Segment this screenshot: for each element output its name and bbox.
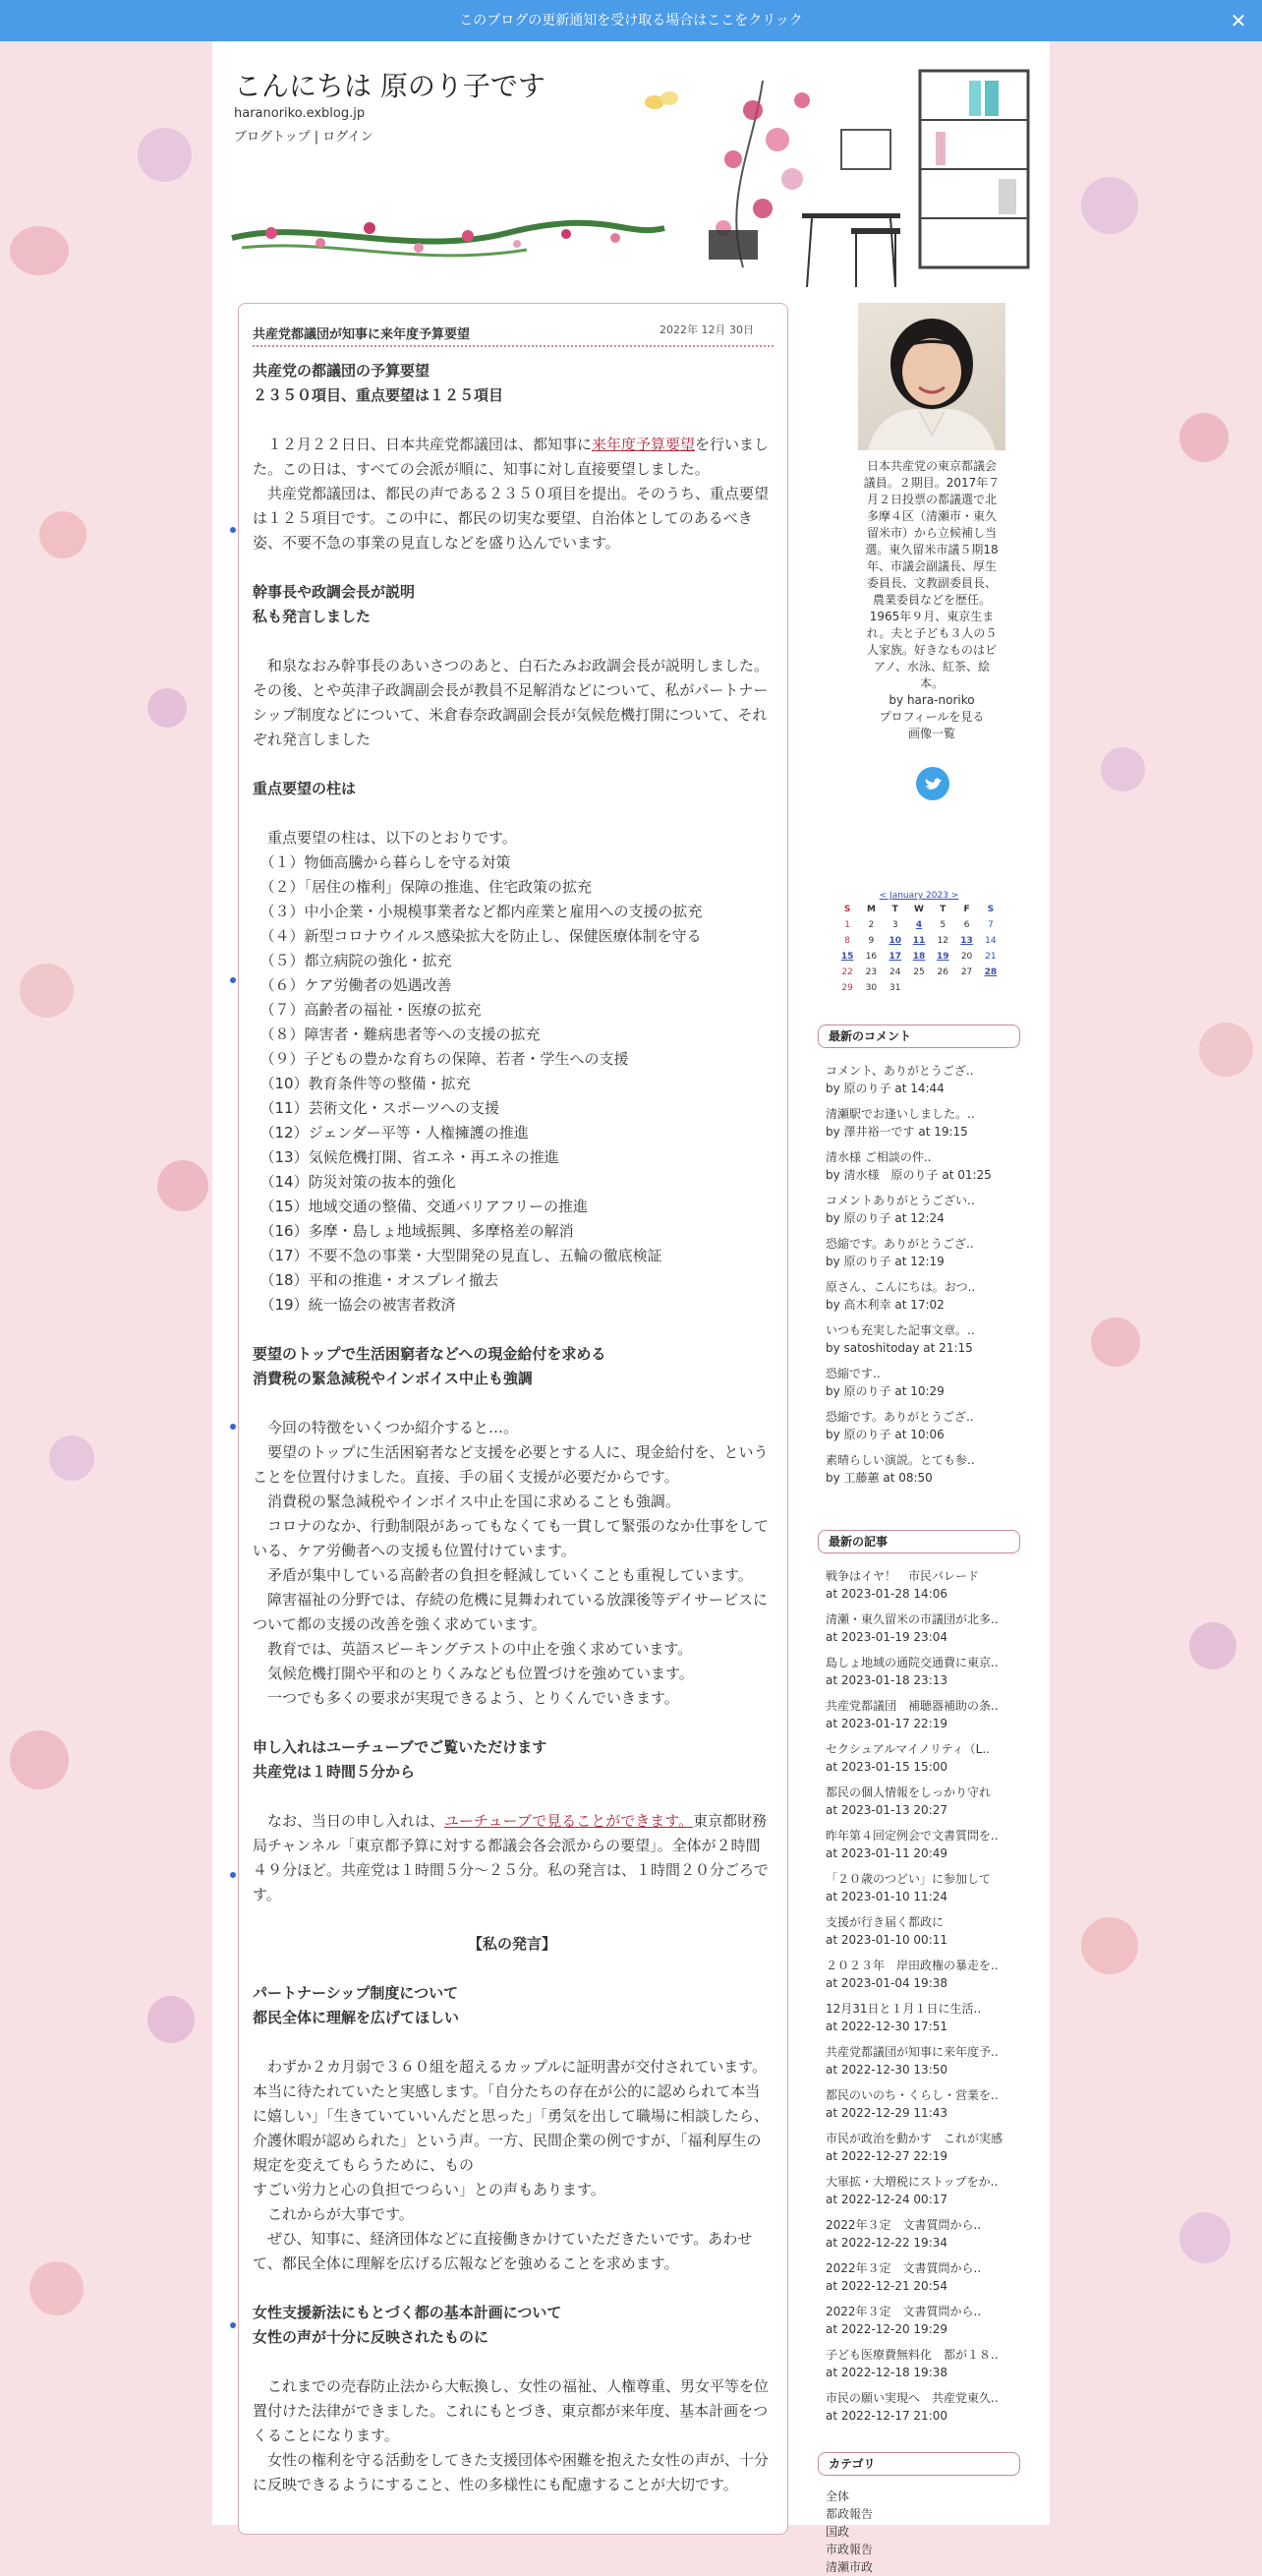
calendar-day-name: T bbox=[891, 905, 898, 914]
calendar-day bbox=[907, 983, 931, 993]
recent-post-item[interactable] bbox=[826, 2043, 1022, 2078]
twitter-icon bbox=[916, 767, 949, 800]
comment-meta: by 原のり子 at 10:29 bbox=[826, 1384, 945, 1398]
recent-post-title[interactable]: 市民の願い実現へ 共産党東久.. bbox=[826, 2391, 999, 2405]
calendar-day-name: F bbox=[963, 905, 970, 914]
recent-post-title[interactable]: 島しょ地域の通院交通費に東京.. bbox=[826, 1656, 999, 1669]
comment-excerpt[interactable]: 原さん、こんにちは。おつ.. bbox=[826, 1280, 976, 1294]
recent-post-date: at 2022-12-29 11:43 bbox=[826, 2106, 948, 2120]
recent-post-date: at 2022-12-20 19:29 bbox=[826, 2322, 948, 2336]
profile-line: 年、市議会副議長、厚生 bbox=[866, 559, 997, 573]
profile-author: by hara-noriko bbox=[889, 693, 975, 707]
calendar-grid bbox=[835, 905, 1003, 993]
section-heading: 申し入れはユーチューブでご覧いただけます bbox=[253, 1738, 547, 1756]
recent-posts-heading: 最新の記事 bbox=[818, 1530, 1020, 1553]
calendar-day: 2 bbox=[868, 920, 875, 930]
comments-heading: 最新のコメント bbox=[818, 1025, 1020, 1048]
page-container bbox=[212, 41, 1050, 2574]
calendar bbox=[835, 891, 1003, 993]
header-links bbox=[234, 126, 373, 145]
comment-item[interactable] bbox=[826, 1192, 1022, 1227]
category-item[interactable]: 国政 bbox=[826, 2525, 850, 2539]
calendar-day: 27 bbox=[960, 967, 973, 977]
paragraph: 気候危機打開や平和のとりくみなども位置づけを強めています。 bbox=[253, 1665, 694, 1682]
blog-header bbox=[212, 41, 1050, 307]
recent-post-date: at 2022-12-27 22:19 bbox=[826, 2149, 948, 2163]
paragraph: 共産党都議団は、都民の声である２３５０項目を提出。そのうち、重点要望は１２５項目です。この中に、都民の切実な要望、自治体としてのあるべき姿、不要不急の事業の見直しなどを盛り込んでいます。 bbox=[253, 485, 770, 552]
margin-marker bbox=[230, 1872, 236, 1878]
spacer bbox=[253, 1391, 772, 1416]
category-item[interactable]: 全体 bbox=[826, 2489, 850, 2503]
calendar-day[interactable]: 10 bbox=[889, 936, 901, 946]
calendar-day[interactable]: 17 bbox=[889, 952, 901, 962]
recent-post-item[interactable] bbox=[826, 1740, 1022, 1776]
categories-list bbox=[826, 2488, 1022, 2576]
comment-item[interactable] bbox=[826, 1321, 1022, 1357]
post-body bbox=[253, 359, 772, 2497]
paragraph: （16）多摩・島しょ地域振興、多摩格差の解消 bbox=[253, 1222, 574, 1240]
spacer bbox=[253, 1785, 772, 1809]
recent-posts-list bbox=[826, 1567, 1022, 2432]
comment-excerpt[interactable]: コメント、ありがとうござ.. bbox=[826, 1064, 974, 1078]
paragraph: コロナのなか、行動制限があってもなくても一貫して緊張のなか仕事をしている、ケア労働者への支援も位置付けています。 bbox=[253, 1517, 769, 1559]
calendar-day: 6 bbox=[963, 920, 970, 930]
comment-excerpt[interactable]: 清瀬駅でお逢いしました。.. bbox=[826, 1107, 975, 1121]
comment-excerpt[interactable]: 恐縮です。ありがとうござ.. bbox=[826, 1410, 974, 1424]
recent-post-title[interactable]: 清瀬・東久留米の市議団が北多.. bbox=[826, 1612, 999, 1626]
calendar-day: 14 bbox=[985, 936, 997, 946]
section-title: 【私の発言】 bbox=[467, 1935, 556, 1953]
recent-post-item[interactable] bbox=[826, 1697, 1022, 1732]
paragraph: 女性の権利を守る活動をしてきた支援団体や困難を抱えた女性の声が、十分に反映できるようにすること、性の多様性にも配慮することが大切です。 bbox=[253, 2451, 770, 2493]
profile-link[interactable]: プロフィールを見る bbox=[879, 710, 985, 724]
calendar-day: 16 bbox=[865, 952, 878, 962]
calendar-day: 20 bbox=[960, 952, 973, 962]
recent-post-title[interactable]: 子ども医療費無料化 都が１８.. bbox=[826, 2348, 999, 2362]
section-heading: 幹事長や政調会長が説明 bbox=[253, 583, 416, 601]
category-item[interactable]: 都政報告 bbox=[826, 2507, 874, 2521]
category-item[interactable]: 清瀬市政 bbox=[826, 2560, 874, 2574]
recent-post-item[interactable] bbox=[826, 2000, 1022, 2035]
calendar-day[interactable]: 4 bbox=[915, 920, 923, 930]
comment-item[interactable] bbox=[826, 1105, 1022, 1141]
recent-post-title[interactable]: 昨年第４回定例会で文書質問を.. bbox=[826, 1829, 999, 1843]
calendar-day-name: T bbox=[940, 905, 946, 914]
recent-post-item[interactable] bbox=[826, 1784, 1022, 1819]
spacer bbox=[253, 801, 772, 826]
recent-post-item[interactable] bbox=[826, 1957, 1022, 1992]
spacer bbox=[253, 556, 772, 580]
calendar-day: 26 bbox=[937, 967, 948, 977]
recent-post-item[interactable] bbox=[826, 1913, 1022, 1949]
comment-item[interactable] bbox=[826, 1451, 1022, 1487]
login-link[interactable]: ログイン bbox=[322, 130, 373, 145]
recent-post-date: at 2022-12-24 00:17 bbox=[826, 2193, 948, 2206]
paragraph: （17）不要不急の事業・大型開発の見直し、五輪の徹底検証 bbox=[253, 1247, 662, 1264]
recent-post-item[interactable] bbox=[826, 1654, 1022, 1689]
calendar-day: 1 bbox=[844, 920, 850, 930]
twitter-button[interactable] bbox=[916, 767, 949, 800]
recent-post-date: at 2022-12-30 17:51 bbox=[826, 2020, 948, 2033]
post-container bbox=[238, 303, 788, 2535]
paragraph: （７）高齢者の福祉・医療の拡充 bbox=[253, 1001, 482, 1019]
paragraph: １２月２２日日、日本共産党都議団は、都知事に来年度予算要望を行いました。この日は、すべての会派が順に、知事に対し直接要望しました。 bbox=[253, 436, 770, 478]
calendar-day: 24 bbox=[889, 967, 901, 977]
recent-post-item[interactable] bbox=[826, 1870, 1022, 1905]
comment-meta: by 原のり子 at 10:06 bbox=[826, 1428, 945, 1441]
comment-meta: by 原のり子 at 14:44 bbox=[826, 1082, 945, 1095]
recent-post-item[interactable] bbox=[826, 1567, 1022, 1603]
profile-line: 日本共産党の東京都議会 bbox=[866, 459, 997, 473]
category-item[interactable]: 市政報告 bbox=[826, 2543, 874, 2556]
recent-post-item[interactable] bbox=[826, 2130, 1022, 2165]
recent-post-item[interactable] bbox=[826, 2389, 1022, 2425]
section-heading: 要望のトップで生活困窮者などへの現金給付を求める bbox=[253, 1345, 606, 1363]
profile-line: 選。東久留米市議５期18 bbox=[865, 543, 999, 556]
recent-post-title[interactable]: 市民が政治を動かす これが実感 bbox=[826, 2132, 1004, 2145]
paragraph: （18）平和の推進・オスプレイ撤去 bbox=[253, 1271, 499, 1289]
spacer bbox=[253, 2350, 772, 2374]
spacer bbox=[253, 629, 772, 654]
profile-line: 月２日投票の都議選で北 bbox=[866, 493, 997, 506]
paragraph: （６）ケア労働者の処遇改善 bbox=[253, 976, 452, 994]
paragraph: （12）ジェンダー平等・人権擁護の推進 bbox=[253, 1124, 529, 1142]
calendar-day[interactable]: 28 bbox=[984, 967, 998, 977]
recent-post-date: at 2023-01-04 19:38 bbox=[826, 1976, 948, 1990]
calendar-day: 8 bbox=[844, 936, 850, 946]
profile-line: 委員長、文教副委員長、 bbox=[866, 576, 997, 590]
comment-item[interactable] bbox=[826, 1148, 1022, 1184]
paragraph: 矛盾が集中している高齢者の負担を軽減していくことも重視しています。 bbox=[253, 1566, 753, 1584]
section-heading: 女性支援新法にもとづく都の基本計画について bbox=[253, 2304, 562, 2321]
calendar-day[interactable]: 11 bbox=[912, 936, 926, 946]
comment-meta: by satoshitoday at 21:15 bbox=[826, 1341, 973, 1355]
section-heading: 重点要望の柱は bbox=[253, 780, 357, 797]
recent-post-date: at 2023-01-17 22:19 bbox=[826, 1717, 948, 1730]
section-heading: 都民全体に理解を広げてほしい bbox=[253, 2009, 460, 2026]
comment-item[interactable] bbox=[826, 1062, 1022, 1097]
notification-bar[interactable] bbox=[0, 0, 1262, 41]
margin-marker bbox=[230, 527, 236, 533]
blog-title[interactable]: こんにちは 原のり子です bbox=[234, 70, 545, 102]
paragraph: （19）統一協会の被害者救済 bbox=[253, 1296, 456, 1314]
profile-line: 議員。２期目。2017年７ bbox=[863, 476, 1001, 490]
spacer bbox=[253, 1711, 772, 1735]
recent-post-item[interactable] bbox=[826, 2086, 1022, 2122]
post-header bbox=[253, 312, 774, 347]
link-separator: | bbox=[314, 130, 319, 145]
recent-post-title[interactable]: 支援が行き届く都政に bbox=[826, 1915, 945, 1929]
paragraph: 今回の特徴をいくつか紹介すると…。 bbox=[253, 1419, 519, 1436]
paragraph: 要望のトップに生活困窮者など支援を必要とする人に、現金給付を、ということを位置付けました。直接、手の届く支援が必要だからです。 bbox=[253, 1443, 769, 1486]
recent-post-date: at 2022-12-30 13:50 bbox=[826, 2063, 948, 2077]
calendar-day: 9 bbox=[868, 936, 875, 946]
comment-excerpt[interactable]: コメントありがとうござい.. bbox=[826, 1194, 975, 1207]
profile-line: 留米市）から立候補し当 bbox=[866, 526, 997, 540]
comment-meta: by 工藤蕙 at 08:50 bbox=[826, 1471, 933, 1485]
blog-domain: haranoriko.exblog.jp bbox=[234, 106, 366, 121]
notification-text[interactable]: このブログの更新通知を受け取る場合はここをクリック bbox=[459, 13, 803, 29]
paragraph: （11）芸術文化・スポーツへの支援 bbox=[253, 1099, 499, 1117]
paragraph: これからが大事です。 bbox=[253, 2205, 414, 2223]
section-heading: 女性の声が十分に反映されたものに bbox=[253, 2328, 489, 2346]
comments-list bbox=[826, 1062, 1022, 1494]
profile-line: 本。 bbox=[919, 676, 944, 690]
recent-post-date: at 2022-12-17 21:00 bbox=[826, 2409, 948, 2423]
recent-post-item[interactable] bbox=[826, 1610, 1022, 1646]
paragraph: （10）教育条件等の整備・拡充 bbox=[253, 1075, 471, 1092]
profile-line: 多摩４区（清瀬市・東久 bbox=[866, 509, 997, 523]
recent-post-title[interactable]: セクシュアルマイノリティ（L.. bbox=[826, 1742, 990, 1756]
recent-post-item[interactable] bbox=[826, 2259, 1022, 2295]
recent-post-title[interactable]: 大軍拡・大増税にストップをか.. bbox=[826, 2175, 999, 2189]
paragraph: （15）地域交通の整備、交通バリアフリーの推進 bbox=[253, 1198, 588, 1215]
profile-photo[interactable] bbox=[858, 303, 1005, 450]
calendar-day-name: W bbox=[914, 905, 924, 914]
paragraph: 一つでも多くの要求が実現できるよう、とりくんでいきます。 bbox=[253, 1689, 679, 1707]
recent-post-item[interactable] bbox=[826, 2216, 1022, 2252]
inline-link[interactable]: ユーチューブで見ることができます。 bbox=[444, 1812, 694, 1830]
comment-item[interactable] bbox=[826, 1278, 1022, 1314]
paragraph: 障害福祉の分野では、存続の危機に見舞われている放課後等デイサービスについて都の支援の改善を強く求めています。 bbox=[253, 1591, 768, 1633]
margin-marker bbox=[230, 977, 236, 983]
paragraph: なお、当日の申し入れは、ユーチューブで見ることができます。東京都財務局チャンネル「東京都予算に対する都議会各会派からの要望」。全体が２時間４９分ほど。共産党は１時間５分～２５分。私の発言は、１時間２０分ごろです。 bbox=[253, 1812, 769, 1903]
comment-excerpt[interactable]: 恐縮です。ありがとうござ.. bbox=[826, 1237, 974, 1251]
section-heading: ２３５０項目、重点要望は１２５項目 bbox=[253, 386, 504, 404]
recent-post-date: at 2022-12-18 19:38 bbox=[826, 2366, 948, 2379]
profile-line: アノ、水泳、紅茶、絵 bbox=[873, 660, 991, 673]
recent-post-title[interactable]: 戦争はイヤ！ 市民パレード bbox=[826, 1569, 980, 1583]
section-heading: 共産党は１時間５分から bbox=[253, 1763, 416, 1781]
calendar-day bbox=[954, 983, 978, 993]
spacer bbox=[253, 2276, 772, 2301]
comment-item[interactable] bbox=[826, 1365, 1022, 1400]
calendar-day[interactable]: 13 bbox=[960, 936, 973, 946]
profile-line: 1965年９月、東京生ま bbox=[869, 610, 995, 623]
paragraph: 教育では、英語スピーキングテストの中止を強く求めています。 bbox=[253, 1640, 693, 1658]
paragraph: 消費税の緊急減税やインボイス中止を国に求めることも強調。 bbox=[253, 1493, 680, 1510]
calendar-day: 7 bbox=[987, 920, 994, 930]
comment-item[interactable] bbox=[826, 1408, 1022, 1443]
recent-post-item[interactable] bbox=[826, 1827, 1022, 1862]
calendar-day[interactable]: 18 bbox=[912, 952, 926, 962]
spacer bbox=[253, 2030, 772, 2055]
post-date: 2022年 12月 30日 bbox=[660, 323, 754, 336]
comment-item[interactable] bbox=[826, 1235, 1022, 1270]
comment-excerpt[interactable]: 恐縮です.. bbox=[826, 1367, 881, 1380]
spacer bbox=[253, 1317, 772, 1342]
paragraph: すごい労力と心の負担でつらい」との声もあります。 bbox=[253, 2181, 605, 2198]
paragraph: （５）都立病院の強化・拡充 bbox=[253, 952, 452, 969]
calendar-day: 30 bbox=[865, 983, 878, 993]
calendar-day bbox=[931, 983, 954, 993]
calendar-day: 5 bbox=[940, 920, 946, 930]
blog-top-link[interactable]: ブログトップ bbox=[234, 130, 311, 145]
comment-excerpt[interactable]: 素晴らしい演説。とても参.. bbox=[826, 1453, 975, 1467]
paragraph: （13）気候危機打開、省エネ・再エネの推進 bbox=[253, 1148, 559, 1166]
paragraph: （２）「居住の権利」保障の推進、住宅政策の拡充 bbox=[253, 878, 593, 896]
recent-post-date: at 2023-01-15 15:00 bbox=[826, 1760, 948, 1774]
paragraph: （14）防災対策の抜本的強化 bbox=[253, 1173, 456, 1191]
calendar-day: 21 bbox=[985, 952, 997, 962]
section-heading: パートナーシップ制度について bbox=[253, 1984, 459, 2002]
calendar-day-name: S bbox=[987, 905, 995, 914]
recent-post-date: at 2023-01-10 00:11 bbox=[826, 1933, 948, 1947]
inline-link[interactable]: 来年度予算要望 bbox=[592, 436, 696, 453]
recent-post-title[interactable]: 共産党都議団 補聴器補助の条.. bbox=[826, 1699, 999, 1713]
recent-post-date: at 2023-01-11 20:49 bbox=[826, 1846, 948, 1860]
calendar-day-name: M bbox=[866, 905, 876, 914]
spacer bbox=[253, 1957, 772, 1981]
paragraph: （４）新型コロナウイルス感染拡大を防止し、保健医療体制を守る bbox=[253, 927, 702, 945]
section-heading: 共産党の都議団の予算要望 bbox=[253, 362, 430, 380]
paragraph: ぜひ、知事に、経済団体などに直接働きかけていただきたいです。あわせて、都民全体に理解を広げる広報などを強めることを求めます。 bbox=[253, 2230, 753, 2272]
recent-post-item[interactable] bbox=[826, 2303, 1022, 2338]
profile-line: れ。夫と子ども３人の５ bbox=[866, 626, 998, 640]
recent-post-title[interactable]: 都民のいのち・くらし・営業を.. bbox=[826, 2088, 999, 2102]
calendar-day: 3 bbox=[891, 920, 898, 930]
paragraph: 和泉なおみ幹事長のあいさつのあと、白石たみお政調会長が説明しました。その後、とや英津子政調副会長が教員不足解消などについて、私がパートナーシップ制度などについて、米倉春奈政調副会長が気候危機打開について、それぞれ発言しました bbox=[253, 657, 770, 748]
margin-marker bbox=[230, 1424, 236, 1430]
images-link[interactable]: 画像一覧 bbox=[907, 727, 955, 740]
calendar-day: 29 bbox=[841, 983, 853, 993]
recent-post-title[interactable]: 2022年３定 文書質問から.. bbox=[826, 2305, 982, 2318]
paragraph: （８）障害者・難病患者等への支援の拡充 bbox=[253, 1025, 541, 1043]
categories-heading: カテゴリ bbox=[818, 2452, 1020, 2476]
paragraph: わずか２カ月弱で３６０組を超えるカップルに証明書が交付されています。本当に待たれていたと実感します。「自分たちの存在が公的に認められて本当に嬉しい」「生きていていいんだと思った」「勇気を出して職場に相談したら、介護休暇が認められた」という声。一方、民間企業の例ですが、「福利厚生の規定を変えてもらうために、もの bbox=[253, 2058, 770, 2174]
spacer bbox=[253, 408, 772, 433]
paragraph: （３）中小企業・小規模事業者など都内産業と雇用への支援の拡充 bbox=[253, 903, 703, 920]
recent-post-title[interactable]: 2022年３定 文書質問から.. bbox=[826, 2218, 982, 2232]
recent-post-date: at 2022-12-21 20:54 bbox=[826, 2279, 948, 2293]
recent-post-title[interactable]: 「２０歳のつどい」に参加して bbox=[826, 1872, 992, 1886]
recent-post-date: at 2023-01-19 23:04 bbox=[826, 1630, 948, 1644]
comment-meta: by 原のり子 at 12:24 bbox=[826, 1211, 945, 1225]
profile-line: 人家族。好きなものはピ bbox=[866, 643, 997, 657]
calendar-day: 22 bbox=[841, 967, 853, 977]
post-title[interactable]: 共産党都議団が知事に来年度予算要望 bbox=[253, 327, 471, 342]
profile-line: 農業委員などを歴任。 bbox=[872, 593, 991, 607]
spacer bbox=[253, 1907, 772, 1932]
recent-post-title[interactable]: 都民の個人情報をしっかり守れ bbox=[826, 1786, 992, 1799]
spacer bbox=[253, 752, 772, 777]
recent-post-title[interactable]: 共産党都議団が知事に来年度予.. bbox=[826, 2045, 999, 2059]
margin-marker bbox=[230, 2322, 236, 2328]
recent-post-date: at 2023-01-18 23:13 bbox=[826, 1673, 948, 1687]
recent-post-title[interactable]: ２０２３年 岸田政権の暴走を.. bbox=[826, 1959, 999, 1972]
paragraph: （１）物価高騰から暮らしを守る対策 bbox=[253, 853, 511, 871]
calendar-day[interactable]: 19 bbox=[937, 952, 949, 962]
recent-post-item[interactable] bbox=[826, 2346, 1022, 2381]
comment-excerpt[interactable]: 清水様 ご相談の件.. bbox=[826, 1150, 932, 1164]
paragraph: 重点要望の柱は、以下のとおりです。 bbox=[253, 829, 517, 847]
paragraph: （９）子どもの豊かな育ちの保障、若者・学生への支援 bbox=[253, 1050, 629, 1068]
comment-meta: by 原のり子 at 12:19 bbox=[826, 1255, 945, 1268]
section-heading: 消費税の緊急減税やインボイス中止も強調 bbox=[253, 1370, 533, 1387]
section-heading: 私も発言しました bbox=[253, 608, 372, 625]
recent-post-title[interactable]: 2022年３定 文書質問から.. bbox=[826, 2261, 982, 2275]
calendar-day: 12 bbox=[937, 936, 948, 946]
calendar-day: 31 bbox=[889, 983, 901, 993]
recent-post-title[interactable]: 12月31日と１月１日に生活.. bbox=[826, 2002, 982, 2016]
close-icon[interactable]: ✕ bbox=[1230, 9, 1247, 32]
recent-post-date: at 2023-01-10 11:24 bbox=[826, 1890, 948, 1903]
comment-meta: by 高木利幸 at 17:02 bbox=[826, 1298, 945, 1312]
calendar-day: 25 bbox=[913, 967, 925, 977]
recent-post-date: at 2022-12-22 19:34 bbox=[826, 2236, 948, 2250]
comment-meta: by 清水様 原のり子 at 01:25 bbox=[826, 1168, 992, 1182]
calendar-day[interactable]: 15 bbox=[840, 952, 854, 962]
comment-meta: by 澤井裕一です at 19:15 bbox=[826, 1125, 968, 1139]
paragraph: これまでの売春防止法から大転換し、女性の福祉、人権尊重、男女平等を位置付けた法律ができました。これにもとづき、東京都が来年度、基本計画をつくることになります。 bbox=[253, 2377, 770, 2444]
recent-post-date: at 2023-01-13 20:27 bbox=[826, 1803, 948, 1817]
calendar-day: 23 bbox=[865, 967, 878, 977]
recent-post-date: at 2023-01-28 14:06 bbox=[826, 1587, 948, 1601]
calendar-day bbox=[979, 983, 1003, 993]
calendar-title[interactable]: < January 2023 > bbox=[879, 891, 959, 901]
recent-post-item[interactable] bbox=[826, 2173, 1022, 2208]
calendar-day-name: S bbox=[843, 905, 851, 914]
comment-excerpt[interactable]: いつも充実した記事文章。.. bbox=[826, 1323, 975, 1337]
profile-description bbox=[835, 458, 1028, 742]
